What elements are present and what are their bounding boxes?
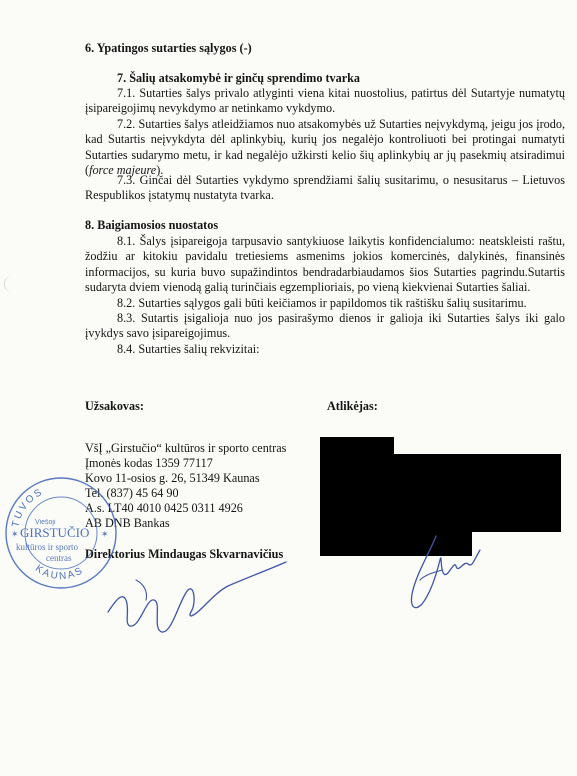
- customer-name: VšĮ „Girstučio“ kultūros ir sporto centras: [85, 441, 287, 455]
- svg-text:KAUNAS: [33, 563, 86, 582]
- stamp-bottom-text: KAUNAS: [33, 563, 86, 583]
- contractor-label: Atlikėjas:: [327, 399, 378, 413]
- customer-label: Užsakovas:: [85, 399, 144, 413]
- scan-artifact: [4, 276, 19, 292]
- redaction-block-main: [320, 454, 561, 532]
- customer-code: Įmonės kodas 1359 77117: [85, 456, 213, 470]
- customer-phone: Tel. (837) 45 64 90: [85, 486, 179, 500]
- clause-7-2: [85, 117, 565, 178]
- clause-7-3: 7.3. Ginčai dėl Sutarties vykdymo sprendžiami šalių susitarimu, o nesusitarus – Lietuvos Respublikos įstatymų nustatyta tvarka.: [85, 173, 565, 203]
- stamp-left-text: Viešoji: [35, 519, 56, 526]
- contractor-signature: [396, 530, 486, 620]
- stamp-top-text: TUVOS: [10, 486, 46, 529]
- clause-7-1: 7.1. Sutarties šalys privalo atlyginti viena kitai nuostolius, patirtus dėl Sutartyje numatytų įsipareigojimų nevykdymo ar netinkamo vykdymo.: [85, 86, 565, 116]
- star-icon: ✶: [101, 529, 109, 539]
- section-7-title: 7. Šalių atsakomybė ir ginčų sprendimo tvarka: [117, 71, 360, 85]
- customer-signature: [96, 540, 296, 640]
- customer-account: A.s. LT40 4010 0425 0311 4926: [85, 501, 243, 515]
- clause-7-2-text: 7.2. Sutarties šalys atleidžiamos nuo atsakomybės už Sutarties neįvykdymą, jeigu jos įrodo, kad Sutartis neįvykdyta dėl aplinkybių, kurių jos negalėjo kontroliuoti bei protingai numatyti Sutarties sudarymo metu, ir kad negalėjo užkirsti kelio šių aplinkybių ar jų pasekmių atsiradimui (: [85, 117, 565, 177]
- clause-7-2-force-majeure: force majeure: [89, 162, 157, 177]
- customer-signatory: Direktorius Mindaugas Skvarnavičius: [85, 547, 284, 561]
- customer-address: Kovo 11-osios g. 26, 51349 Kaunas: [85, 471, 260, 485]
- section-8-title: 8. Baigiamosios nuostatos: [85, 218, 219, 232]
- clause-8-2: 8.2. Sutarties sąlygos gali būti keičiamos ir papildomos tik raštišku šalių susitarimu.: [117, 296, 527, 310]
- clause-8-3: 8.3. Sutartis įsigalioja nuo jos pasirašymo dienos ir galioja iki Sutarties šalys iki galo įvykdys savo įsipareigojimus.: [85, 311, 565, 341]
- star-icon: ✶: [11, 529, 19, 539]
- clause-7-2-end: ).: [156, 162, 164, 177]
- stamp-middle-text: kultūros ir sporto: [16, 542, 78, 552]
- section-6-title: 6. Ypatingos sutarties sąlygos (-): [85, 41, 252, 55]
- stamp-lower-text: centras: [46, 553, 72, 563]
- customer-bank: AB DNB Bankas: [85, 516, 170, 530]
- clause-8-1: 8.1. Šalys įsipareigoja tarpusavio santykiuose laikytis konfidencialumo: neatskleisti raštu, žodžiu ar kitokiu pavidalu tretiesiems asmenims jokios komercinės, dalykinės, finansinės informacijos, su kuria buvo supažindintos bendradarbiaudamos šios Sutarties pagrindu.Sutartis sudaryta dviem vienodą galią turinčiais egzemplioriais, po vieną kiekvienai Sutarties šaliai.: [85, 234, 565, 294]
- stamp-center-text: GIRSTUČIO: [20, 525, 90, 540]
- clause-8-4: 8.4. Sutarties šalių rekvizitai:: [117, 342, 260, 356]
